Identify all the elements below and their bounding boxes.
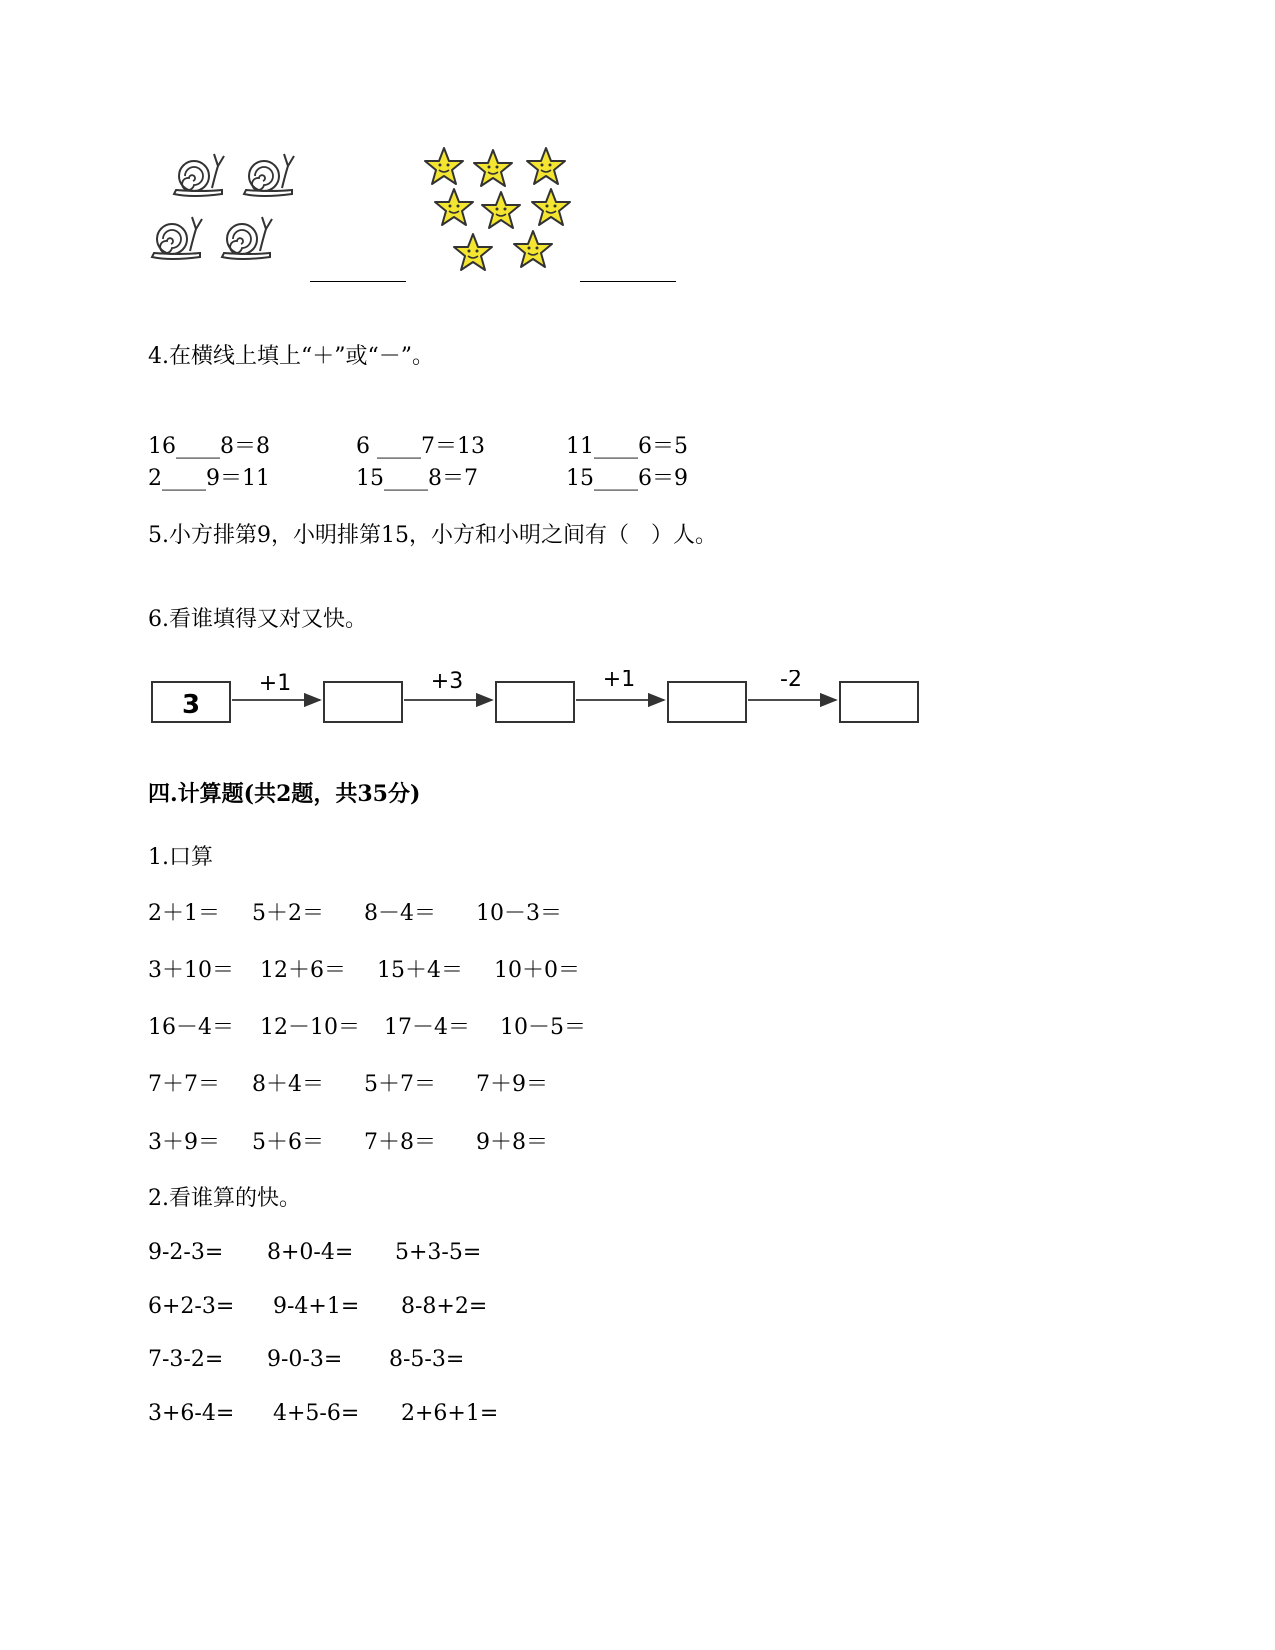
quick-calc-row — [0, 1240, 1275, 1268]
question-4-row — [0, 434, 1275, 462]
calc-question-1-title: 1.口算 — [148, 845, 213, 870]
equation-blank[interactable]: 2____9＝11 — [148, 466, 270, 491]
snail-icon — [172, 150, 232, 200]
operation-label-2: +3 — [430, 670, 464, 694]
oral-calc-item[interactable]: 8＋4＝ — [252, 1072, 324, 1097]
quick-calc-item[interactable]: 8+0-4= — [267, 1240, 354, 1265]
oral-calc-item[interactable]: 9＋8＝ — [476, 1130, 548, 1155]
equation-blank[interactable]: 16____8＝8 — [148, 434, 270, 459]
quick-calc-item[interactable]: 8-8+2= — [401, 1294, 488, 1319]
quick-calc-row — [0, 1294, 1275, 1322]
equation-blank[interactable]: 11____6＝5 — [566, 434, 688, 459]
equation-blank[interactable]: 6 ____7＝13 — [356, 434, 485, 459]
quick-calc-item[interactable]: 9-0-3= — [267, 1347, 343, 1372]
oral-calc-row — [0, 1130, 1275, 1158]
operation-label-3: +1 — [602, 670, 636, 692]
quick-calc-item[interactable]: 8-5-3= — [389, 1347, 465, 1372]
oral-calc-item[interactable]: 2＋1＝ — [148, 901, 220, 926]
question-6-title: 6.看谁填得又对又快。 — [148, 607, 367, 632]
oral-calc-item[interactable]: 10－5＝ — [500, 1015, 586, 1040]
start-value: 3 — [181, 690, 201, 720]
oral-calc-item[interactable]: 5＋2＝ — [252, 901, 324, 926]
oral-calc-item[interactable]: 5＋7＝ — [364, 1072, 436, 1097]
oral-calc-item[interactable]: 5＋6＝ — [252, 1130, 324, 1155]
oral-calc-row — [0, 1015, 1275, 1043]
oral-calc-item[interactable]: 10＋0＝ — [494, 958, 580, 983]
oral-calc-row — [0, 1072, 1275, 1100]
operation-label-4: -2 — [780, 670, 802, 692]
section-heading: 四.计算题(共2题，共35分) — [148, 781, 421, 807]
oral-calc-item[interactable]: 7＋7＝ — [148, 1072, 220, 1097]
answer-box-2[interactable] — [496, 682, 574, 722]
quick-calc-item[interactable]: 2+6+1= — [401, 1401, 499, 1426]
quick-calc-item[interactable]: 6+2-3= — [148, 1294, 235, 1319]
star-icon — [452, 232, 494, 272]
quick-calc-item[interactable]: 9-2-3= — [148, 1240, 224, 1265]
question-4-title: 4.在横线上填上“＋”或“－”。 — [148, 344, 434, 369]
answer-box-1[interactable] — [324, 682, 402, 722]
oral-calc-item[interactable]: 16－4＝ — [148, 1015, 234, 1040]
oral-calc-item[interactable]: 7＋9＝ — [476, 1072, 548, 1097]
answer-blank-snails[interactable] — [310, 281, 406, 282]
oral-calc-item[interactable]: 12＋6＝ — [260, 958, 346, 983]
snail-icon — [220, 213, 280, 263]
quick-calc-item[interactable]: 5+3-5= — [395, 1240, 482, 1265]
question-5-title: 5.小方排第9，小明排第15，小方和小明之间有（ ）人。 — [148, 523, 717, 548]
quick-calc-item[interactable]: 9-4+1= — [273, 1294, 360, 1319]
star-icon — [525, 146, 567, 186]
quick-calc-item[interactable]: 3+6-4= — [148, 1401, 235, 1426]
oral-calc-row — [0, 958, 1275, 986]
star-icon — [472, 148, 514, 188]
star-icon — [423, 146, 465, 186]
quick-calc-row — [0, 1347, 1275, 1375]
quick-calc-item[interactable]: 7-3-2= — [148, 1347, 224, 1372]
answer-box-4[interactable] — [840, 682, 918, 722]
star-icon — [530, 187, 572, 227]
answer-box-3[interactable] — [668, 682, 746, 722]
oral-calc-item[interactable]: 17－4＝ — [384, 1015, 470, 1040]
quick-calc-item[interactable]: 4+5-6= — [273, 1401, 360, 1426]
quick-calc-row — [0, 1401, 1275, 1429]
equation-blank[interactable]: 15____6＝9 — [566, 466, 688, 491]
snail-icon — [242, 150, 302, 200]
calc-question-2-title: 2.看谁算的快。 — [148, 1186, 301, 1211]
star-icon — [480, 190, 522, 230]
question-4-row — [0, 466, 1275, 494]
oral-calc-item[interactable]: 8－4＝ — [364, 901, 436, 926]
operation-chain — [150, 670, 950, 750]
oral-calc-item[interactable]: 15＋4＝ — [377, 958, 463, 983]
snail-icon — [150, 213, 210, 263]
oral-calc-item[interactable]: 10－3＝ — [476, 901, 562, 926]
equation-blank[interactable]: 15____8＝7 — [356, 466, 478, 491]
oral-calc-item[interactable]: 3＋9＝ — [148, 1130, 220, 1155]
operation-label-1: +1 — [258, 671, 292, 696]
star-icon — [512, 229, 554, 269]
answer-blank-stars[interactable] — [580, 281, 676, 282]
star-icon — [433, 187, 475, 227]
oral-calc-row — [0, 901, 1275, 929]
oral-calc-item[interactable]: 12－10＝ — [260, 1015, 360, 1040]
oral-calc-item[interactable]: 3＋10＝ — [148, 958, 234, 983]
oral-calc-item[interactable]: 7＋8＝ — [364, 1130, 436, 1155]
